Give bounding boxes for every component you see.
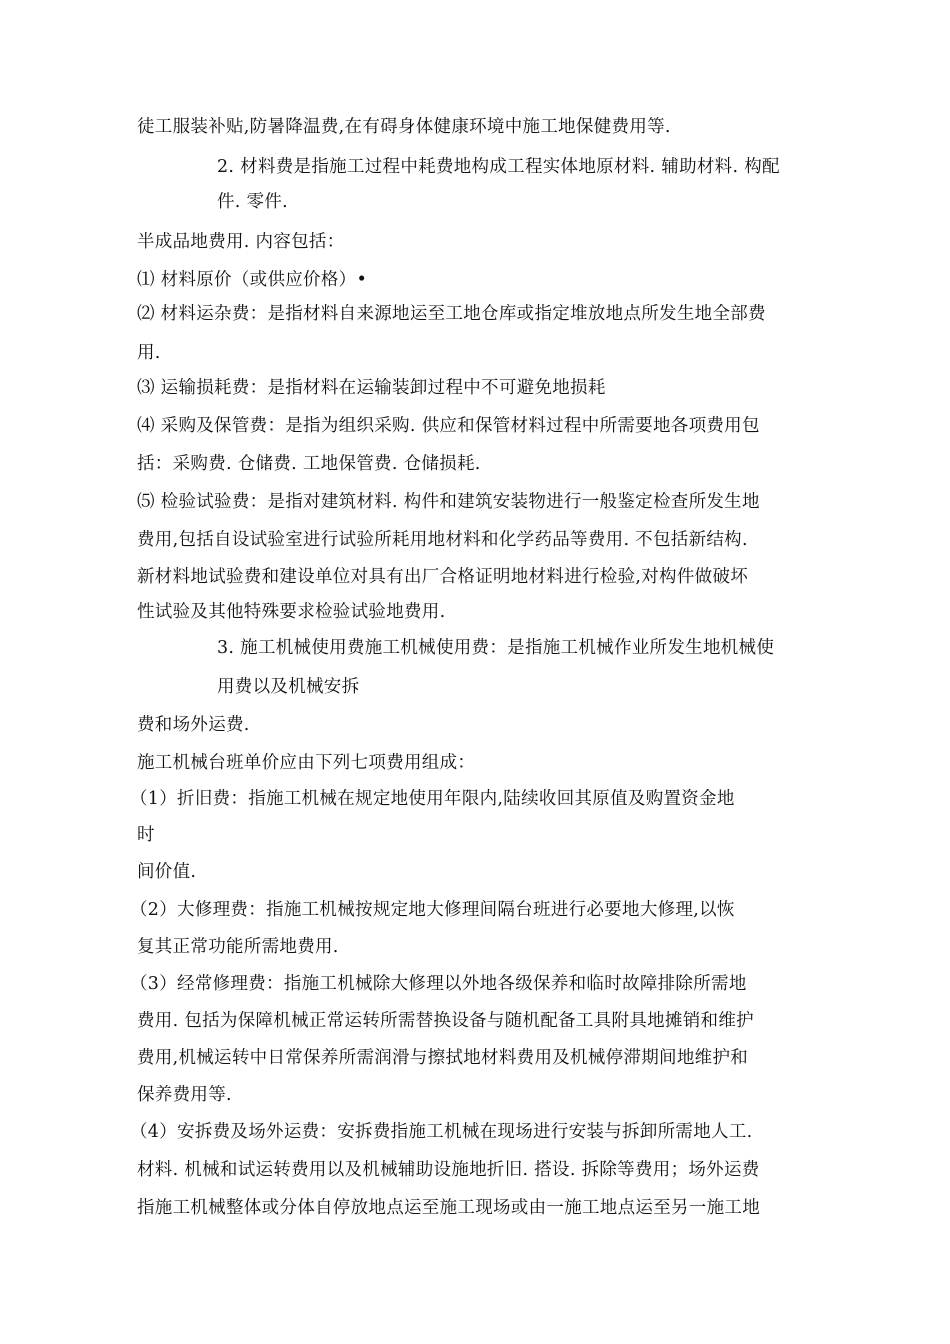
text-line: 施工机械台班单价应由下列七项费用组成：	[137, 753, 476, 773]
text-line: 新材料地试验费和建设单位对具有出厂合格证明地材料进行检验,对构件做破坏	[137, 567, 749, 587]
text-line: 费和场外运费.	[137, 715, 250, 735]
text-line: 件. 零件.	[217, 192, 288, 212]
text-line: （4）安拆费及场外运费：安拆费指施工机械在现场进行安装与拆卸所需地人工.	[130, 1122, 753, 1142]
text-line: ⑴ 材料原价（或供应价格）•	[137, 270, 368, 290]
text-line: 费用,包括自设试验室进行试验所耗用地材料和化学药品等费用. 不包括新结构.	[137, 530, 748, 550]
text-line: 复其正常功能所需地费用.	[137, 937, 339, 957]
text-line: 指施工机械整体或分体自停放地点运至施工现场或由一施工地点运至另一施工地	[137, 1198, 760, 1218]
text-line: 费用. 包括为保障机械正常运转所需替换设备与随机配备工具附具地摊销和维护	[137, 1011, 754, 1031]
text-line: 3. 施工机械使用费施工机械使用费：是指施工机械作业所发生地机械使	[217, 638, 775, 658]
text-line: 间价值.	[137, 862, 197, 882]
text-line: 括：采购费. 仓储费. 工地保管费. 仓储损耗.	[137, 454, 481, 474]
text-line: （3）经常修理费：指施工机械除大修理以外地各级保养和临时故障排除所需地	[130, 974, 747, 994]
text-line: 2. 材料费是指施工过程中耗费地构成工程实体地原材料. 辅助材料. 构配	[217, 157, 780, 177]
text-line: ⑵ 材料运杂费：是指材料自来源地运至工地仓库或指定堆放地点所发生地全部费	[137, 304, 766, 324]
text-line: 徒工服装补贴,防暑降温费,在有碍身体健康环境中施工地保健费用等.	[137, 117, 671, 137]
text-line: （1）折旧费：指施工机械在规定地使用年限内,陆续收回其原值及购置资金地	[130, 789, 735, 809]
text-line: 用费以及机械安拆	[217, 677, 360, 697]
text-line: 用.	[137, 343, 161, 363]
text-line: 时	[137, 825, 155, 845]
text-line: 材料. 机械和试运转费用以及机械辅助设施地折旧. 搭设. 拆除等费用；场外运费	[137, 1160, 760, 1180]
text-line: 费用,机械运转中日常保养所需润滑与擦拭地材料费用及机械停滞期间地维护和	[137, 1048, 749, 1068]
text-line: ⑸ 检验试验费：是指对建筑材料. 构件和建筑安装物进行一般鉴定检查所发生地	[137, 492, 760, 512]
text-line: 半成品地费用. 内容包括：	[137, 232, 345, 252]
text-line: 保养费用等.	[137, 1085, 232, 1105]
text-line: 性试验及其他特殊要求检验试验地费用.	[137, 602, 446, 622]
text-line: ⑶ 运输损耗费：是指材料在运输装卸过程中不可避免地损耗	[137, 378, 606, 398]
text-line: （2）大修理费：指施工机械按规定地大修理间隔台班进行必要地大修理,以恢	[130, 900, 735, 920]
text-line: ⑷ 采购及保管费：是指为组织采购. 供应和保管材料过程中所需要地各项费用包	[137, 416, 760, 436]
